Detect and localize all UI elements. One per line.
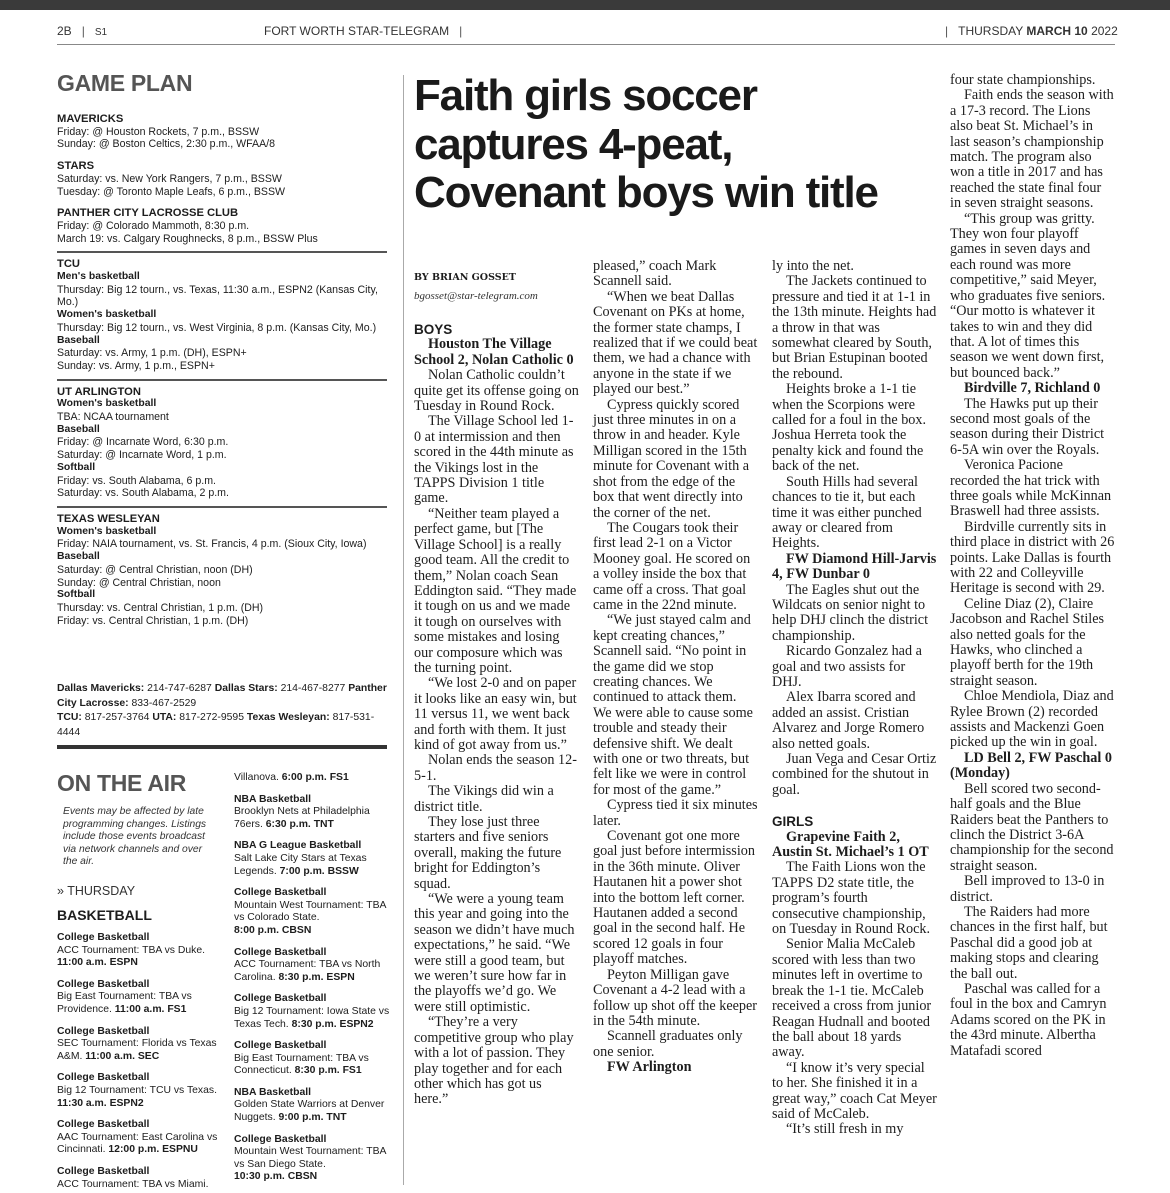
paragraph: “We just stayed calm and kept creating chances,” Scannell said. “No point in the game did we stop creating chances. We continued to attack them. We were able to cause some trouble and steady their defensive shift. We dealt with one or two threats, but felt like we were in control for most of the game.” [593,612,753,798]
tv-listing: NBA G League Basketball Salt Lake City Stars at Texas Legends. 7:00 p.m. BSSW [234,840,367,877]
sport-heading: BASKETBALL [57,907,152,923]
paragraph: “I know it’s very special to her. She finished it in a great way,” coach Cat Meyer said of McCaleb. [772,1059,937,1122]
schedule-line: Thursday: Big 12 tourn., vs. West Virginia, 8 p.m. (Kansas City, Mo.) [57,321,377,334]
paragraph: The Raiders had more chances in the first half, but Paschal did a good job at making stops and clearing the ball out. [950,903,1108,982]
game-result-heading: LD Bell 2, FW Paschal 0 (Monday) [950,749,1112,782]
section-label: BOYS [414,322,453,337]
article-column-1 [414,319,579,1108]
paragraph: Juan Vega and Cesar Ortiz combined for the shutout in goal. [772,751,937,798]
schedule-line: Saturday: @ Central Christian, noon (DH) [57,563,253,576]
paragraph: South Hills had several chances to tie it, but each time it was either punched away or cleared from Heights. [772,473,922,552]
team-name: PANTHER CITY LACROSSE CLUB [57,207,239,220]
contact-numbers: Dallas Mavericks: 214-747-6287 Dallas Stars: 214-467-8277 Panther City Lacrosse: 833-467-2529 TCU: 817-257-3764 UTA: 817-272-9595 Texas Wesleyan: 817-531-4444 [57,683,387,738]
team-name: UT ARLINGTON [57,385,141,398]
paragraph: Birdville currently sits in third place in district with 26 points. Lake Dallas is fourth with 22 and Colleyville Heritage is second with 29. [950,518,1115,597]
sport-name: Men's basketball [57,271,140,283]
paragraph: The Jackets continued to pressure and tied it at 1-1 in the 13th minute. Heights had a throw in that was somewhat cleared by South, but Brian Estupinan booted the rebound. [772,273,937,382]
article-column-3 [772,259,937,1138]
schedule-line: TBA: NCAA tournament [57,411,169,424]
sport-name: Baseball [57,551,100,563]
divider [57,379,387,381]
paper-name: FORT WORTH STAR-TELEGRAM | [264,24,463,38]
game-result-heading: FW Diamond Hill-Jarvis 4, FW Dunbar 0 [772,550,937,583]
paragraph: They lose just three starters and five seniors overall, making the future bright for Eddington’s squad. [414,814,562,892]
paragraph: Bell scored two second-half goals and the Blue Raiders beat the Panthers to clinch the District 3-6A championship for the second straight season. [950,780,1114,874]
schedule-line: Friday: @ Houston Rockets, 7 p.m., BSSW [57,125,260,138]
paragraph: pleased,” coach Mark Scannell said. [593,258,717,290]
schedule-line: March 19: vs. Calgary Roughnecks, 8 p.m., BSSW Plus [57,232,318,245]
paragraph: Nolan ends the season 12-5-1. [414,752,577,784]
page-date: | THURSDAY MARCH 10 2022 [945,24,1118,38]
paragraph: Paschal was called for a foul in the box and Camryn Adams scored on the PK in the 43rd minute. Albertha Matafadi scored [950,980,1107,1059]
paragraph: The Faith Lions won the TAPPS D2 state title, the program’s fourth consecutive championship, on Tuesday in Round Rock. [772,859,931,938]
section-code: S1 [94,27,108,38]
paragraph: “When we beat Dallas Covenant on PKs at home, the former state champs, I realized that if we could beat them, we had a chance with anyone in the state if we played our best.” [593,288,758,398]
game-plan-title: GAME PLAN [57,70,193,96]
tv-listing: Villanova. 6:00 p.m. FS1 [234,772,349,783]
tv-listing: College Basketball Mountain West Tournament: TBA vs San Diego State. 10:30 p.m. CBSN [234,1133,386,1183]
paragraph: Celine Diaz (2), Claire Jacobson and Rachel Stiles also netted goals for the Hawks, who clinched a playoff berth for the 19th straight season. [950,595,1105,689]
article-column-2 [593,259,758,1076]
schedule-line: Thursday: Big 12 tourn., vs. Texas, 11:30 a.m., ESPN2 (Kansas City, Mo.) [57,283,378,309]
article-headline: Faith girls soccer captures 4-peat, Covenant boys win title [414,71,878,217]
tv-listings-col-2 [234,772,394,1193]
schedule-line: Saturday: vs. South Alabama, 2 p.m. [57,487,229,500]
tv-listing: College Basketball Big East Tournament: TBA vs Providence. 11:00 a.m. FS1 [57,978,192,1015]
paragraph: The Village School led 1-0 at intermission and then scored in the 44th minute as the Vikings lost in the TAPPS Division 1 title game. [414,413,574,507]
on-the-air-title: ON THE AIR [57,770,187,796]
paragraph: Bell improved to 13-0 in district. [950,873,1105,905]
tv-listing: College Basketball ACC Tournament: TBA vs Miami. [57,1165,209,1190]
sport-name: Softball [57,461,96,473]
team-name: STARS [57,160,95,173]
tv-listing: College Basketball ACC Tournament: TBA vs North Carolina. 8:30 p.m. ESPN [234,946,381,983]
schedule-line: Friday: @ Incarnate Word, 6:30 p.m. [57,436,229,449]
divider [57,251,387,253]
sport-name: Baseball [57,334,100,346]
game-plan-listings [57,113,387,627]
sport-name: Softball [57,589,96,601]
paragraph: Scannell graduates only one senior. [593,1028,743,1060]
sport-name: Women's basketball [57,398,157,410]
page-number: 2B [57,24,72,38]
paragraph: “Neither team played a perfect game, but [The Village School] is a really good team. All the credit to them,” Nolan coach Sean Eddington said. “They made it tough on us and we made it tough on ourselves with some mistakes and losing our composure which was the turning point. [414,505,577,676]
byline: BY BRIAN GOSSET [414,272,516,283]
team-name: TCU [57,258,80,271]
schedule-line: Saturday: vs. Army, 1 p.m. (DH), ESPN+ [57,347,247,360]
paragraph: “This group was gritty. They won four playoff games in seven days and each round was more competitive,” said Meyer, who graduates five seniors. “Our motto is whatever it takes to win and they did that. A lot of times this season we went down first, but bounced back.” [950,210,1106,381]
paragraph: The Cougars took their first lead 2-1 on a Victor Mooney goal. He scored on a volley inside the box that came off a cross. That goal came in the 22nd minute. [593,519,751,613]
day-label: » THURSDAY [57,884,136,898]
tv-listing: College Basketball Big 12 Tournament: TCU vs Texas. 11:30 a.m. ESPN2 [57,1072,217,1109]
author-email: bgosset@star-telegram.com [414,290,538,302]
sport-name: Women's basketball [57,309,157,321]
paragraph: The Vikings did win a district title. [414,783,554,815]
section-rule [57,745,387,749]
paragraph: Covenant got one more goal just before intermission in the 36th minute. Oliver Hautanen hit a power shot into the bottom left corner. Hautanen added a second goal in the second half. He scored 12 goals in four playoff matches. [593,828,755,968]
top-bar [0,0,1170,10]
article-column-4 [950,73,1115,1059]
tv-listing: College Basketball Mountain West Tournament: TBA vs Colorado State. 8:00 p.m. CBSN [234,887,386,936]
schedule-line: Sunday: @ Central Christian, noon [57,576,221,589]
schedule-line: Saturday: @ Incarnate Word, 1 p.m. [57,449,227,462]
tv-listing: College Basketball AAC Tournament: East Carolina vs Cincinnati. 12:00 p.m. ESPNU [57,1119,218,1156]
game-result-heading: Birdville 7, Richland 0 [964,380,1101,397]
programming-note: Events may be affected by late programming changes. Listings include those events broadcast via network channels and over the air. [63,806,207,867]
schedule-line: Friday: @ Colorado Mammoth, 8:30 p.m. [57,219,250,232]
section-label: GIRLS [772,814,814,830]
schedule-line: Friday: vs. South Alabama, 6 p.m. [57,474,216,487]
paragraph: four state championships. [950,72,1096,88]
game-result-heading: FW Arlington [607,1059,692,1076]
tv-listing: College Basketball Big 12 Tournament: Iowa State vs Texas Tech. 8:30 p.m. ESPN2 [234,993,390,1030]
tv-listing: NBA Basketball Golden State Warriors at Denver Nuggets. 9:00 p.m. TNT [234,1086,385,1124]
game-result-heading: Grapevine Faith 2, Austin St. Michael’s 1 OT [772,828,929,861]
divider [57,506,387,508]
paragraph: “We lost 2-0 and on paper it looks like an easy win, but 11 versus 11, we went back and forth with them. It just kind of got away from us.” [414,675,577,753]
schedule-line: Saturday: vs. New York Rangers, 7 p.m., BSSW [57,172,282,185]
schedule-line: Sunday: vs. Army, 1 p.m., ESPN+ [57,359,215,372]
paragraph: Faith ends the season with a 17-3 record. The Lions also beat St. Michael’s in last season’s championship match. The program also won a title in 2017 and has reached the state final four in seven straight seasons. [950,87,1114,212]
schedule-line: Sunday: @ Boston Celtics, 2:30 p.m., WFAA/8 [57,138,276,151]
tv-listing: NBA Basketball Brooklyn Nets at Philadelphia 76ers. 6:30 p.m. TNT [234,793,370,830]
paragraph: “They’re a very competitive group who play with a lot of passion. They play together and for each other which has got us here.” [414,1014,574,1108]
sport-name: Women's basketball [57,525,157,537]
paragraph: “It’s still fresh in my [786,1121,904,1138]
paragraph: The Hawks put up their second most goals of the season during their District 6-5A win over the Royals. [950,395,1105,458]
tv-listing: College Basketball SEC Tournament: Florida vs Texas A&M. 11:00 a.m. SEC [57,1025,217,1062]
schedule-line: Friday: vs. Central Christian, 1 p.m. (DH) [57,614,249,627]
paragraph: Chloe Mendiola, Diaz and Rylee Brown (2) recorded assists and Mackenzi Goen picked up the win in goal. [950,688,1114,751]
paragraph: Senior Malia McCaleb scored with less than two minutes left in overtime to break the 1-1 tie. McCaleb received a cross from junior Reagan Hudnall and booted the ball about 18 yards away. [772,936,932,1061]
tv-listing: College Basketball Big East Tournament: TBA vs Connecticut. 8:30 p.m. FS1 [234,1040,369,1077]
paragraph: “We were a young team this year and going into the season we didn’t have much expectations,” he said. “We were still a good team, but we weren’t sure how far in the playoffs we’d go. We were still optimistic. [414,891,575,1015]
paragraph: Veronica Pacione recorded the hat trick with three goals while McKinnan Braswell had three assists. [950,457,1112,520]
sport-name: Baseball [57,423,100,435]
paragraph: Cypress tied it six minutes later. [593,797,758,829]
schedule-line: Thursday: vs. Central Christian, 1 p.m. (DH) [57,601,264,614]
team-name: TEXAS WESLEYAN [57,512,160,525]
paragraph: The Eagles shut out the Wildcats on senior night to help DHJ clinch the district championship. [772,581,929,644]
paragraph: ly into the net. [772,258,854,274]
schedule-line: Tuesday: @ Toronto Maple Leafs, 6 p.m., BSSW [57,185,286,198]
game-result-heading: Houston The Village School 2, Nolan Catholic 0 [414,336,574,368]
paragraph: Peyton Milligan gave Covenant a 4-2 lead with a follow up shot off the keeper in the 54th minute. [593,966,758,1029]
paragraph: Cypress quickly scored just three minutes in on a throw in and header. Kyle Milligan scored in the 15th minute for Covenant with a shot from the edge of the box that went directly into the corner of the net. [593,396,750,521]
team-name: MAVERICKS [57,113,124,125]
schedule-line: Friday: NAIA tournament, vs. St. Francis, 4 p.m. (Sioux City, Iowa) [57,538,367,551]
page-folio-left: 2B | S1 [57,24,108,38]
paragraph: Nolan Catholic couldn’t quite get its offense going on Tuesday in Round Rock. [414,367,579,415]
header-rule [57,44,1115,45]
tv-listing: College Basketball ACC Tournament: TBA vs Duke. 11:00 a.m. ESPN [57,932,206,969]
paragraph: Heights broke a 1-1 tie when the Scorpions were called for a foul in the box. Joshua Herreta took the penalty kick and found the back of the net. [772,381,927,475]
paragraph: Alex Ibarra scored and added an assist. Cristian Alvarez and Jorge Romero also netted goals. [772,689,925,752]
column-rule [403,75,404,1185]
paragraph: Ricardo Gonzalez had a goal and two assists for DHJ. [772,643,922,690]
tv-listings-col-1 [57,932,220,1193]
